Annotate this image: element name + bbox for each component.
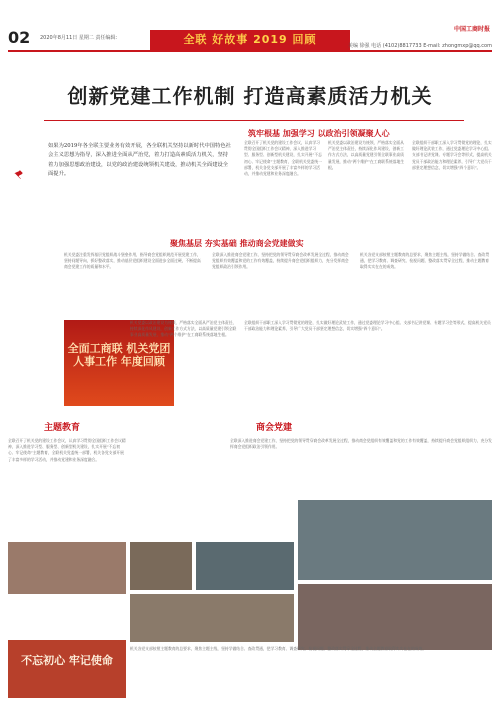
page-header bbox=[0, 0, 500, 49]
page-number: 02 bbox=[8, 28, 31, 47]
group-photo-1 bbox=[196, 542, 294, 590]
column-text-3: 全联组织干部职工深入学习贯彻党的理论，扎实做好理论武装工作，通过党委理论学习中心组、支部书记讲党课、专题学习会等形式，提高机关党员干部政治能力和理论素养，引导广大党员干部坚定理想信念，切实增强“四个意识”。 bbox=[412, 140, 492, 170]
subhead-1: 筑牢根基 加强学习 以政治引领凝聚人心 bbox=[248, 129, 390, 138]
masthead-logo: 中国工商时报 bbox=[453, 26, 490, 33]
section-theme-education: 主题教育 bbox=[44, 423, 81, 433]
conference-photo bbox=[298, 500, 492, 580]
column-text-2: 机关党委以政治建设为统领，严格落实全面从严治党主体责任，持续深化作风建设，创新工作方式方法，以高质量党建引领全联事业高质量发展，推动“两个维护”在工商联系统落地生根。 bbox=[328, 140, 405, 170]
speaker-photo bbox=[130, 542, 192, 590]
column-text-1: 全联召开了机关党的建设工作会议，认真学习贯彻全国组织工作会议精神，深入推进学习型、服务型、创新型机关建设，扎实开展“不忘初心、牢记使命”主题教育，全联机关党委统一部署，机关各党支部开展了丰富多样的学习活动，并推动党建和业务深度融合。 bbox=[244, 140, 322, 177]
flag-icon: ⚑ bbox=[11, 166, 29, 183]
subhead-2: 聚焦基层 夯实基础 推动商会党建做实 bbox=[170, 239, 304, 248]
column-text-10: 全联深入推进商会党建工作，坚持把党的领导贯穿商会改革发展全过程，推动商会党组织有效覆盖和党的工作有效覆盖，持续提升商会党组织组织力，充分发挥商会党组织政治引领作用。 bbox=[230, 438, 492, 450]
headline-rule bbox=[44, 120, 464, 121]
contact-line: 美编 徐强 电话 (4102)8817733 E-mail: zhongmxp@qq.com bbox=[347, 43, 492, 49]
column-text-5: 全联深入推进商会党建工作，坚持把党的领导贯穿商会改革发展全过程，推动商会党组织有效覆盖和党的工作有效覆盖，持续提升商会党组织组织力，充分发挥商会党组织政治引领作用。 bbox=[212, 252, 349, 270]
footer-promo-graphic: 不忘初心 牢记使命 bbox=[8, 640, 126, 698]
column-text-9: 全联组织干部职工深入学习贯彻党的理论，扎实做好理论武装工作，通过党委理论学习中心组、支部书记讲党课、专题学习会等形式，提高机关党员干部政治能力和理论素养，引导广大党员干部坚定理想信念，切实增强“四个意识”。 bbox=[244, 320, 491, 332]
column-text-8: 机关党委以政治建设为统领，严格落实全面从严治党主体责任，持续深化作风建设，创新工作方式方法，以高质量党建引领全联事业高质量发展，推动“两个维护”在工商联系统落地生根。 bbox=[130, 320, 237, 338]
meeting-photo bbox=[8, 542, 126, 594]
column-text-4: 机关党委注重发挥基层党组织战斗堡垒作用，指导商会党组织规范开展党建工作，坚持问题导向，抓好整改落实，推动基层党组织建设全面进步全面过硬，不断提高商会党建工作的质量和水平。 bbox=[64, 252, 201, 270]
column-text-11: 机关各党支部按照主题教育的总要求，聚焦主题主线，坚持学做结合、查改贯通，把学习教育、调查研究、检视问题、整改落实贯穿全过程，推动主题教育取得实实在在的成效。 bbox=[130, 646, 427, 651]
lead-paragraph: 如果为2019年各全联主要业务有效开展，各全联机关坚持以新时代中国特色社会主义思想为指导，深入推进全面从严治党，着力打造高素质活力机关，坚持着力加强思想政治建设，以党的政治建设统领机关建设，推动机关全面建设全面提升。 bbox=[48, 143, 231, 178]
promo-graphic: 全面工商联 机关党团 人事工作 年度回顾 bbox=[64, 320, 174, 406]
date-line: 2020年8月11日 星期二 责任编辑： bbox=[40, 35, 121, 41]
section-banner: 全联 好故事 2019 回顾 bbox=[150, 30, 350, 50]
column-text-6: 机关各党支部按照主题教育的总要求，聚焦主题主线，坚持学做结合、查改贯通，把学习教育、调查研究、检视问题、整改落实贯穿全过程，推动主题教育取得实实在在的成效。 bbox=[360, 252, 490, 270]
group-photo-2 bbox=[130, 594, 294, 642]
column-text-7: 全联召开了机关党的建设工作会议，认真学习贯彻全国组织工作会议精神，深入推进学习型、服务型、创新型机关建设，扎实开展“不忘初心、牢记使命”主题教育，全联机关党委统一部署，机关各党支部开展了丰富多样的学习活动，并推动党建和业务深度融合。 bbox=[8, 438, 126, 462]
section-chamber-party: 商会党建 bbox=[256, 423, 293, 433]
article-headline: 创新党建工作机制 打造高素质活力机关 bbox=[67, 84, 433, 108]
header-rule bbox=[8, 50, 492, 52]
building-photo bbox=[298, 584, 492, 650]
